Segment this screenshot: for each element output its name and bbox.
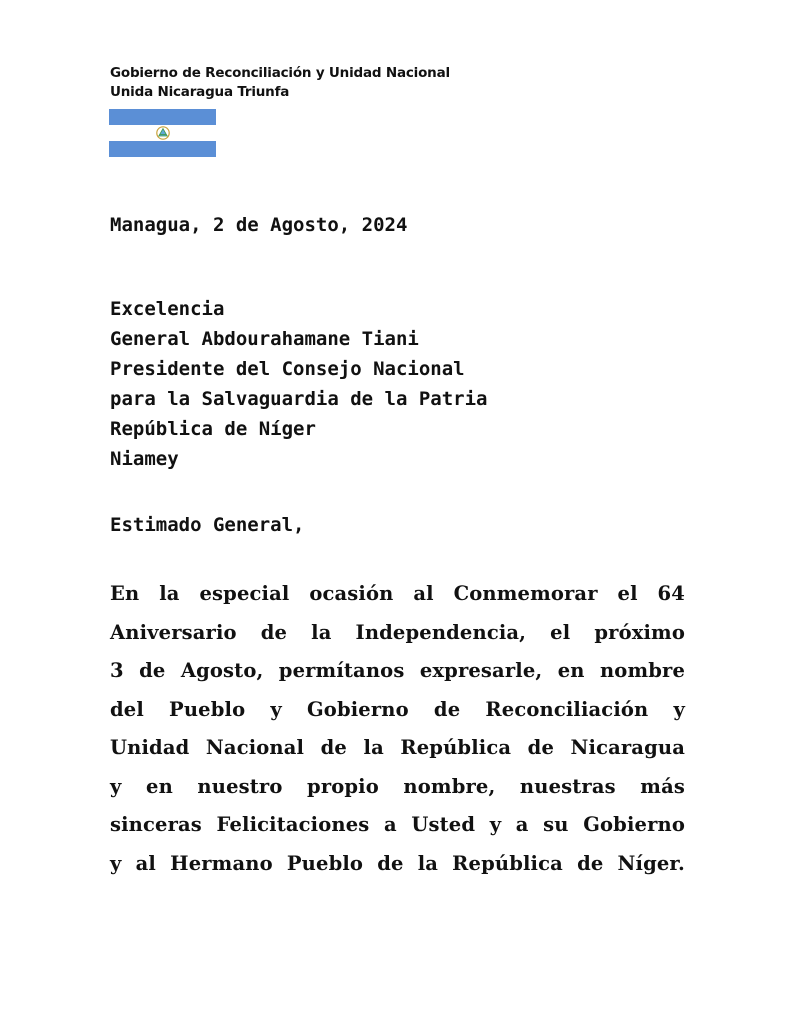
flag-bottom-stripe — [109, 141, 216, 157]
letterhead-government-name: Gobierno de Reconciliación y Unidad Nacional — [110, 65, 450, 81]
body-line: y en nuestro propio nombre, nuestras más — [110, 774, 685, 798]
flag-top-stripe — [109, 109, 216, 125]
body-line: sinceras Felicitaciones a Usted y a su Gobierno — [110, 813, 685, 836]
nicaragua-flag-icon — [109, 109, 216, 157]
recipient-line: Niamey — [110, 448, 179, 470]
letterhead — [110, 64, 450, 102]
body-line: 3 de Agosto, permítanos expresarle, en nombre — [110, 659, 685, 682]
coat-of-arms-icon — [155, 125, 171, 141]
body-line: Unidad Nacional de la República de Nicaragua — [110, 736, 685, 759]
recipient-address — [110, 294, 488, 474]
salutation: Estimado General, — [110, 514, 305, 536]
body-line: Aniversario de la Independencia, el próximo — [110, 620, 685, 644]
body-line: y al Hermano Pueblo de la República de Níger. — [110, 851, 685, 875]
letter-body — [110, 575, 685, 883]
recipient-line: General Abdourahamane Tiani — [110, 328, 419, 350]
recipient-line: República de Níger — [110, 418, 316, 440]
letterhead-slogan: Unida Nicaragua Triunfa — [110, 84, 290, 100]
body-line: del Pueblo y Gobierno de Reconciliación y — [110, 697, 685, 721]
body-line: En la especial ocasión al Conmemorar el 64 — [110, 582, 685, 605]
letter-date: Managua, 2 de Agosto, 2024 — [110, 214, 408, 236]
recipient-line: Excelencia — [110, 298, 225, 320]
recipient-line: Presidente del Consejo Nacional — [110, 358, 465, 380]
recipient-line: para la Salvaguardia de la Patria — [110, 388, 488, 410]
